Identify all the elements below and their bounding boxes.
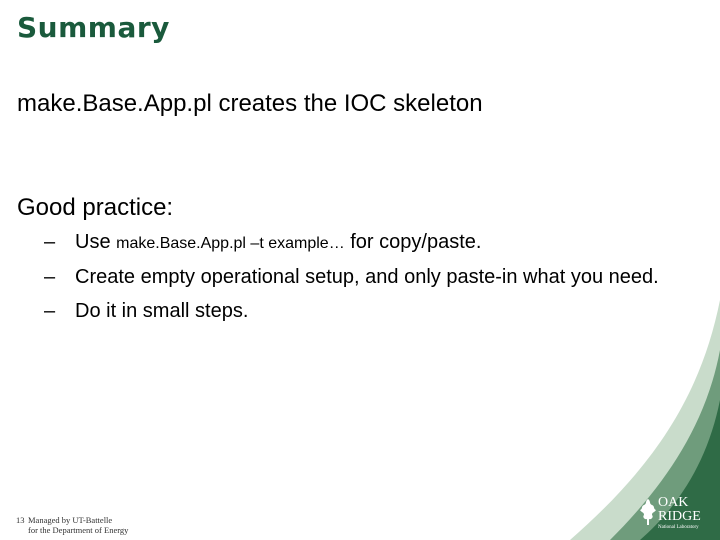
bullet-text: Do it in small steps. xyxy=(75,300,249,322)
bullet-dash: – xyxy=(44,231,56,253)
oak-ridge-logo xyxy=(638,494,718,534)
logo-line-oak: OAK xyxy=(658,495,689,510)
logo-line-ridge: RIDGE xyxy=(658,509,701,524)
main-point-text: make.Base.App.pl creates the IOC skeleton xyxy=(17,90,483,117)
oak-leaf-icon xyxy=(638,498,658,526)
bullet-small-steps xyxy=(44,299,684,324)
logo-wordmark xyxy=(658,496,701,524)
bullet-dash: – xyxy=(44,266,56,288)
footer-managed-by: Managed by UT-Battelle xyxy=(28,515,113,525)
footer-department: for the Department of Energy xyxy=(28,525,129,535)
logo-subtitle: National Laboratory xyxy=(658,525,699,530)
good-practice-heading: Good practice: xyxy=(17,194,174,221)
practice-bullet-list xyxy=(44,230,684,333)
bullet-dash: – xyxy=(44,300,56,322)
bullet-text: Create empty operational setup, and only paste-in what you need. xyxy=(75,266,659,288)
command-text: make.Base.App.pl –t example… xyxy=(116,235,345,252)
slide-title: Summary xyxy=(17,11,170,44)
bullet-use-makebaseapp xyxy=(44,230,684,256)
page-number: 13 xyxy=(16,515,25,525)
slide-footer xyxy=(16,515,128,535)
bullet-text-pre: Use xyxy=(75,231,117,253)
bullet-text-post: for copy/paste. xyxy=(344,231,482,253)
bullet-empty-setup xyxy=(44,265,684,290)
